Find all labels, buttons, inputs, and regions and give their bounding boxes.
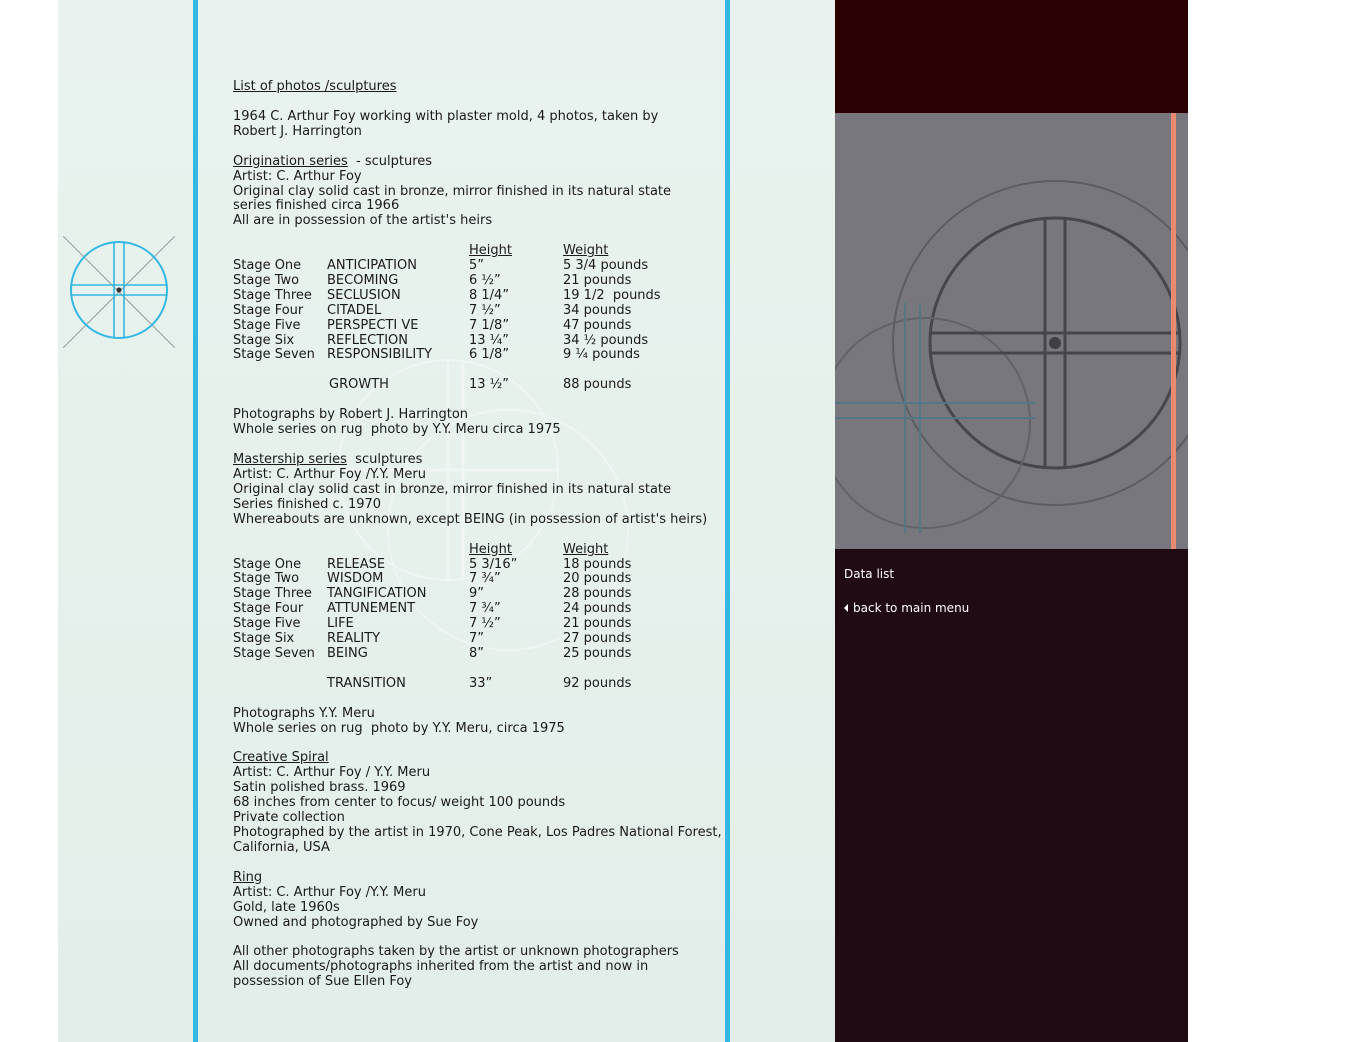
mastership-line: Original clay solid cast in bronze, mirror finished in its natural state (233, 481, 672, 497)
weight-cell: 47 pounds (563, 317, 632, 333)
table-row (233, 319, 713, 334)
height-cell: 5” (469, 258, 485, 274)
photo-list-document (233, 79, 722, 990)
table-row (233, 632, 713, 647)
total-height: 33” (469, 675, 493, 691)
height-cell: 13 ¼” (469, 332, 510, 348)
table-row (233, 647, 713, 662)
total-name: GROWTH (329, 377, 389, 393)
table-row (233, 558, 713, 573)
table-row (233, 334, 713, 349)
weight-cell: 24 pounds (563, 601, 632, 617)
stage-cell: Stage One (233, 556, 302, 572)
right-margin-line (725, 0, 730, 1042)
spiral-line: Artist: C. Arthur Foy / Y.Y. Meru (233, 765, 431, 781)
spiral-title: Creative Spiral (233, 750, 329, 766)
origination-heading (233, 155, 713, 170)
height-cell: 7 ½” (469, 616, 501, 632)
weight-cell: 19 1/2 pounds (563, 287, 661, 303)
name-cell: PERSPECTI VE (327, 317, 419, 333)
weight-header: Weight (563, 243, 609, 259)
name-cell: RELEASE (327, 556, 386, 572)
table-row (233, 602, 713, 617)
stage-cell: Stage Four (233, 601, 304, 617)
stage-cell: Stage Three (233, 287, 312, 303)
name-cell: BECOMING (327, 273, 399, 289)
origination-line: series finished circa 1966 (233, 198, 400, 214)
name-cell: SECLUSION (327, 287, 401, 303)
spiral-line: California, USA (233, 839, 330, 855)
height-cell: 7 ½” (469, 302, 501, 318)
closing-line: possession of Sue Ellen Foy (233, 974, 412, 990)
ring-line: Artist: C. Arthur Foy /Y.Y. Meru (233, 884, 426, 900)
stage-cell: Stage Seven (233, 347, 315, 363)
mastership-table-header (233, 543, 713, 558)
name-cell: BEING (327, 645, 368, 661)
name-cell: ANTICIPATION (327, 258, 417, 274)
closing-line: All documents/photographs inherited from the artist and now in (233, 959, 649, 975)
stage-cell: Stage One (233, 258, 302, 274)
mastership-table (233, 558, 713, 662)
weight-cell: 21 pounds (563, 273, 632, 289)
weight-cell: 21 pounds (563, 616, 632, 632)
document-heading: List of photos /sculptures (233, 79, 397, 94)
origination-title-suffix: - sculptures (347, 153, 433, 169)
intro-line: 1964 C. Arthur Foy working with plaster mold, 4 photos, taken by (233, 108, 659, 124)
document-page (58, 0, 835, 1042)
name-cell: RESPONSIBILITY (327, 347, 433, 363)
spiral-line: 68 inches from center to focus/ weight 100 pounds (233, 795, 566, 811)
back-link-label: back to main menu (853, 601, 970, 615)
ring-line: Owned and photographed by Sue Foy (233, 914, 479, 930)
cross-circle-emblem-icon (63, 236, 175, 348)
weight-header: Weight (563, 541, 609, 557)
weight-cell: 20 pounds (563, 571, 632, 587)
mastership-total-row (233, 677, 713, 692)
origination-line: Original clay solid cast in bronze, mirror finished in its natural state (233, 183, 672, 199)
origination-table-header (233, 244, 713, 259)
stage-cell: Stage Three (233, 586, 312, 602)
origination-line: All are in possession of the artist's heirs (233, 213, 493, 229)
origination-credit: Whole series on rug photo by Y.Y. Meru circa 1975 (233, 422, 561, 438)
table-row (233, 259, 713, 274)
height-cell: 7 ¾” (469, 601, 501, 617)
mastership-line: Whereabouts are unknown, except BEING (in possession of artist's heirs) (233, 511, 708, 527)
sidebar (835, 0, 1188, 1042)
intro-line: Robert J. Harrington (233, 123, 362, 139)
weight-cell: 28 pounds (563, 586, 632, 602)
spiral-line: Private collection (233, 810, 345, 826)
table-row (233, 587, 713, 602)
height-cell: 7 1/8” (469, 317, 510, 333)
mastership-line: Series finished c. 1970 (233, 496, 382, 512)
origination-credit: Photographs by Robert J. Harrington (233, 407, 469, 423)
height-cell: 6 1/8” (469, 347, 510, 363)
total-name: TRANSITION (327, 675, 406, 691)
ring-title: Ring (233, 869, 263, 885)
name-cell: REFLECTION (327, 332, 408, 348)
weight-cell: 18 pounds (563, 556, 632, 572)
name-cell: WISDOM (327, 571, 384, 587)
origination-line: Artist: C. Arthur Foy (233, 168, 362, 184)
total-weight: 92 pounds (563, 675, 632, 691)
table-row (233, 289, 713, 304)
ring-line: Gold, late 1960s (233, 899, 340, 915)
mastership-credit: Photographs Y.Y. Meru (233, 705, 375, 721)
total-height: 13 ½” (469, 377, 510, 393)
name-cell: ATTUNEMENT (327, 601, 416, 617)
height-header: Height (469, 243, 512, 259)
origination-table (233, 259, 713, 363)
spiral-line: Satin polished brass. 1969 (233, 780, 406, 796)
chevron-left-icon (844, 604, 848, 612)
stage-cell: Stage Seven (233, 645, 315, 661)
height-cell: 8 1/4” (469, 287, 510, 303)
table-row (233, 348, 713, 363)
height-cell: 7 ¾” (469, 571, 501, 587)
weight-cell: 34 ½ pounds (563, 332, 649, 348)
height-cell: 6 ½” (469, 273, 501, 289)
stage-cell: Stage Two (233, 571, 300, 587)
spiral-line: Photographed by the artist in 1970, Cone Peak, Los Padres National Forest, (233, 824, 722, 840)
stage-cell: Stage Six (233, 332, 295, 348)
weight-cell: 34 pounds (563, 302, 632, 318)
weight-cell: 9 ¼ pounds (563, 347, 640, 363)
stage-cell: Stage Five (233, 317, 301, 333)
sidebar-header-band (835, 0, 1188, 113)
height-cell: 8” (469, 645, 485, 661)
closing-line: All other photographs taken by the artist or unknown photographers (233, 944, 679, 960)
stage-cell: Stage Four (233, 302, 304, 318)
back-to-main-menu-link[interactable] (844, 601, 969, 615)
sculpture-drawing-icon (835, 113, 1188, 549)
preview-highlight-bar (1171, 113, 1176, 549)
height-header: Height (469, 541, 512, 557)
origination-total-row (233, 378, 713, 393)
height-cell: 5 3/16” (469, 556, 518, 572)
name-cell: LIFE (327, 616, 354, 632)
height-cell: 9” (469, 586, 485, 602)
table-row (233, 274, 713, 289)
mastership-title-suffix: sculptures (346, 452, 423, 468)
table-row (233, 572, 713, 587)
name-cell: TANGIFICATION (327, 586, 427, 602)
name-cell: CITADEL (327, 302, 382, 318)
stage-cell: Stage Two (233, 273, 300, 289)
weight-cell: 5 3/4 pounds (563, 258, 649, 274)
nav-title: Data list (844, 567, 895, 581)
mastership-credit: Whole series on rug photo by Y.Y. Meru, circa 1975 (233, 720, 565, 736)
mastership-title: Mastership series (233, 452, 347, 468)
mastership-line: Artist: C. Arthur Foy /Y.Y. Meru (233, 466, 426, 482)
sculpture-preview-image (835, 113, 1188, 549)
height-cell: 7” (469, 630, 485, 646)
origination-title: Origination series (233, 153, 348, 169)
mastership-heading (233, 453, 713, 468)
name-cell: REALITY (327, 630, 381, 646)
total-weight: 88 pounds (563, 377, 632, 393)
table-row (233, 617, 713, 632)
stage-cell: Stage Six (233, 630, 295, 646)
weight-cell: 25 pounds (563, 645, 632, 661)
weight-cell: 27 pounds (563, 630, 632, 646)
table-row (233, 304, 713, 319)
stage-cell: Stage Five (233, 616, 301, 632)
left-margin-line (193, 0, 198, 1042)
